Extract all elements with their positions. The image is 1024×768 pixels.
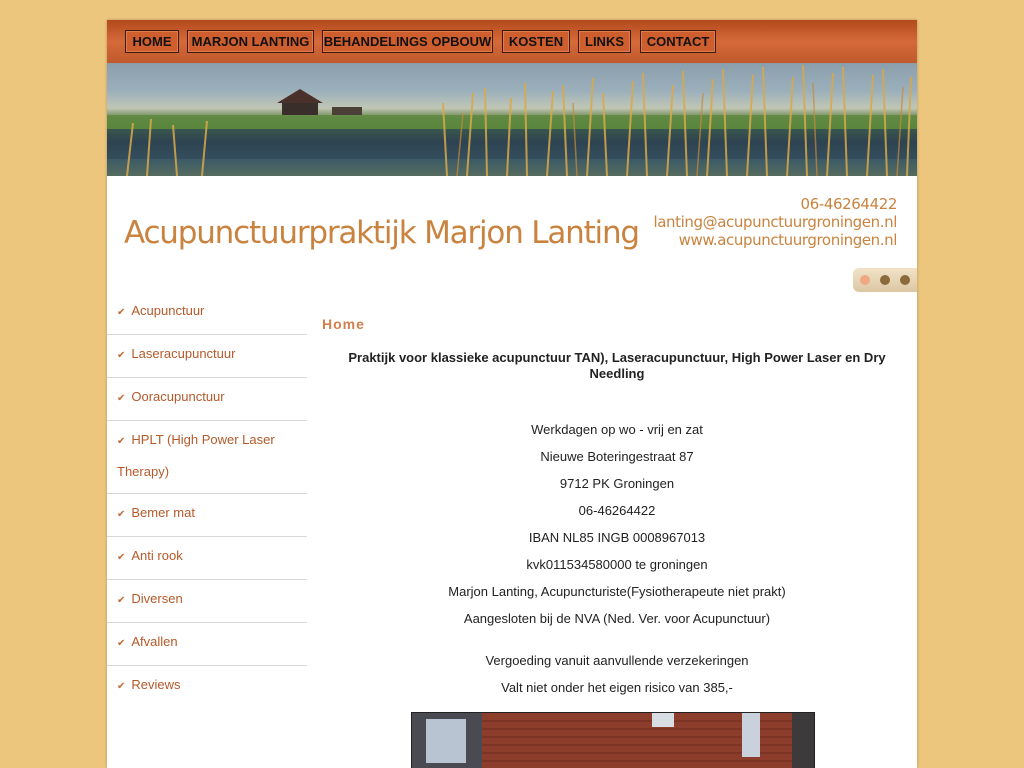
intro-text: Praktijk voor klassieke acupunctuur TAN), Laseracupunctuur, High Power Laser en Dry Needling	[348, 350, 886, 381]
site-title: Acupunctuurpraktijk Marjon Lanting	[124, 215, 639, 251]
info-kvk: kvk011534580000 te groningen	[526, 557, 708, 572]
checkmark-icon: ✔	[117, 307, 126, 318]
header-email: lanting@acupunctuurgroningen.nl	[653, 213, 897, 231]
nav-marjon-lanting[interactable]: MARJON LANTING	[187, 30, 314, 53]
nav-home[interactable]: HOME	[125, 30, 179, 53]
header-phone: 06-46264422	[800, 195, 897, 213]
info-iban: IBAN NL85 INGB 0008967013	[528, 530, 706, 545]
sidebar-item-reviews[interactable]: ✔ Reviews	[117, 677, 181, 692]
info-practitioner: Marjon Lanting, Acupuncturiste(Fysiotherapeute niet prakt)	[448, 584, 786, 599]
nav-behandelings-opbouw[interactable]: BEHANDELINGS OPBOUW	[322, 30, 493, 53]
info-street: Nieuwe Boteringestraat 87	[540, 449, 694, 464]
slide-dot-2[interactable]	[880, 275, 890, 285]
nav-kosten[interactable]: KOSTEN	[502, 30, 570, 53]
sidebar-item-anti-rook[interactable]: ✔ Anti rook	[107, 537, 307, 580]
nav-contact[interactable]: CONTACT	[640, 30, 716, 53]
checkmark-icon: ✔	[117, 509, 126, 520]
sidebar-menu	[107, 292, 307, 708]
main-nav	[107, 20, 917, 63]
checkmark-icon: ✔	[117, 681, 126, 692]
info-workdays: Werkdagen op wo - vrij en zat	[531, 422, 703, 437]
page-heading: Home	[322, 316, 365, 332]
practice-info	[322, 416, 912, 701]
info-deductible: Valt niet onder het eigen risico van 385,-	[501, 680, 733, 695]
reed-landscape-image	[107, 63, 917, 176]
main-content	[322, 316, 912, 695]
sidebar-item-diversen[interactable]: ✔ Diversen	[107, 580, 307, 623]
sidebar-item-bemer-mat[interactable]: ✔ Bemer mat	[107, 494, 307, 537]
checkmark-icon: ✔	[117, 552, 126, 563]
page-container	[107, 20, 917, 768]
slideshow-dots	[853, 268, 917, 292]
sidebar-item-afvallen[interactable]: ✔ Afvallen	[107, 623, 307, 666]
slide-dot-1[interactable]	[860, 275, 870, 285]
checkmark-icon: ✔	[117, 393, 126, 404]
info-city: 9712 PK Groningen	[559, 476, 675, 491]
checkmark-icon: ✔	[117, 436, 126, 447]
checkmark-icon: ✔	[117, 350, 126, 361]
header-banner-painting	[107, 63, 917, 176]
slide-dot-3[interactable]	[900, 275, 910, 285]
checkmark-icon: ✔	[117, 638, 126, 649]
info-phone: 06-46264422	[578, 503, 656, 518]
info-reimbursement: Vergoeding vanuit aanvullende verzekeringen	[485, 653, 749, 668]
sidebar-item-hplt[interactable]: ✔ HPLT (High Power Laser Therapy)	[107, 421, 307, 494]
sidebar-item-acupunctuur[interactable]: ✔ Acupunctuur	[107, 292, 307, 335]
sidebar-item-laseracupunctuur[interactable]: ✔ Laseracupunctuur	[107, 335, 307, 378]
practice-building-photo	[411, 712, 815, 768]
nav-links[interactable]: LINKS	[578, 30, 631, 53]
checkmark-icon: ✔	[117, 595, 126, 606]
sidebar-item-ooracupunctuur[interactable]: ✔ Ooracupunctuur	[107, 378, 307, 421]
header-website: www.acupunctuurgroningen.nl	[678, 231, 897, 249]
info-association: Aangesloten bij de NVA (Ned. Ver. voor Acupunctuur)	[463, 611, 771, 626]
